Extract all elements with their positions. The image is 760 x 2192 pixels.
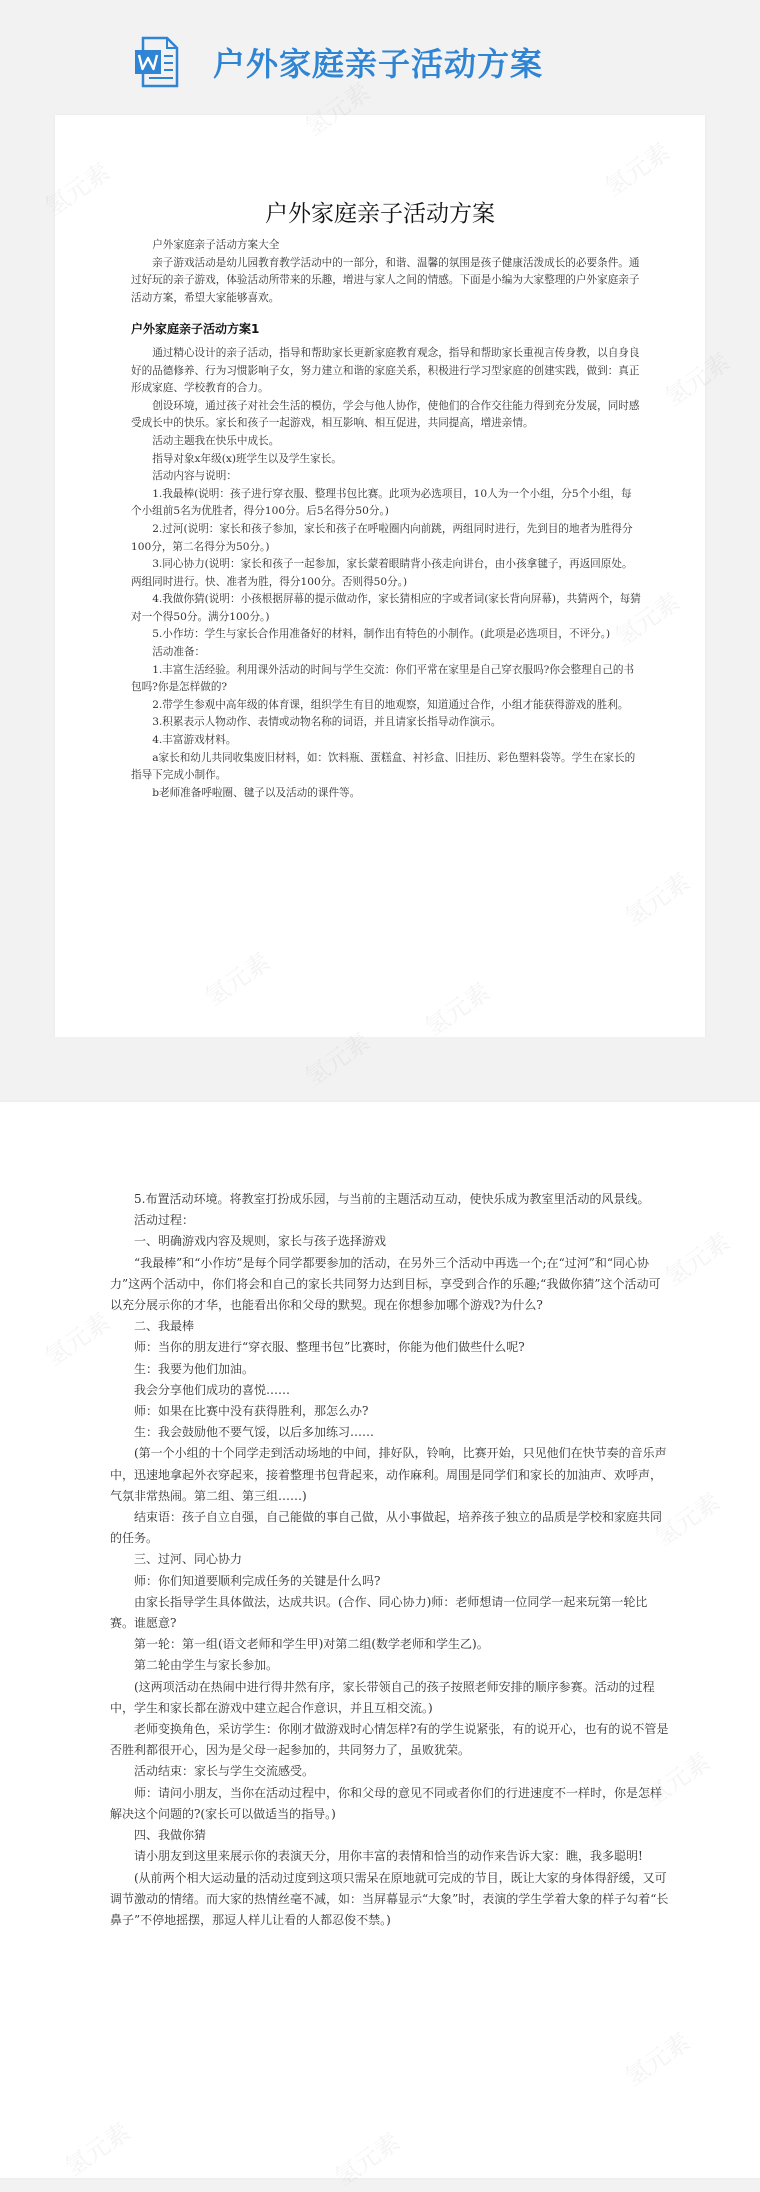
paragraph: 请小朋友到这里来展示你的表演天分，用你丰富的表情和恰当的动作来告诉大家：瞧，我多聪明! <box>134 1849 643 1864</box>
paragraph: 2.带学生参观中高年级的体育课，组织学生有目的地观察，知道通过合作，小组才能获得游戏的胜利。 <box>152 698 629 711</box>
document-title: 户外家庭亲子活动方案 <box>265 201 495 227</box>
paragraph: 师：当你的朋友进行“穿衣服、整理书包”比赛时，你能为他们做些什么呢? <box>134 1340 525 1355</box>
paragraph: 老师变换角色，采访学生：你刚才做游戏时心情怎样?有的学生说紧张，有的说开心，也有的说不管是否胜利都很开心，因为是父母一起参加的，共同努力了，虽败犹荣。 <box>110 1722 669 1758</box>
paragraph: b老师准备呼啦圈、毽子以及活动的课件等。 <box>152 786 361 799</box>
word-document-icon <box>133 36 179 88</box>
paragraph: 我会分享他们成功的喜悦…… <box>134 1382 291 1397</box>
paragraph: 3.积累表示人物动作、表情或动物名称的词语，并且请家长指导动作演示。 <box>152 716 502 729</box>
document-page-2 <box>0 1102 760 2178</box>
paragraph: (这两项活动在热闹中进行得井然有序，家长带领自己的孩子按照老师安排的顺序参赛。活动的过程中，学生和家长都在游戏中建立起合作意识，并且互相交流。) <box>110 1679 655 1715</box>
paragraph: 二、我最棒 <box>134 1319 195 1334</box>
paragraph: 指导对象x年级(x)班学生以及学生家长。 <box>152 452 342 465</box>
header-banner <box>0 0 760 115</box>
paragraph: 5.布置活动环境。将教室打扮成乐园，与当前的主题活动互动，使快乐成为教室里活动的风景线。 <box>134 1192 650 1206</box>
paragraph: 4.我做你猜(说明：小孩根据屏幕的提示做动作，家长猜相应的字或者词(家长背向屏幕)，共猜两个，每猜对一个得50分。满分100分。) <box>131 593 641 623</box>
paragraph: 1.我最棒(说明：孩子进行穿衣服、整理书包比赛。此项为必选项目，10人为一个小组，分5个小组，每个小组前5名为优胜者，得分100分。后5名得分50分。) <box>131 487 632 518</box>
paragraph: 亲子游戏活动是幼儿园教育教学活动中的一部分，和谐、温馨的氛围是孩子健康活泼成长的必要条件。通过好玩的亲子游戏，体验活动所带来的乐趣，增进与家人之间的情感。下面是小编为大家整理的户外家庭亲子活动方案，希望大家能够喜欢。 <box>131 256 640 304</box>
paragraph: “我最棒”和“小作坊”是每个同学都要参加的活动，在另外三个活动中再选一个;在“过河”和“同心协力”这两个活动中，你们将会和自己的家长共同努力达到目标，享受到合作的乐趣;“我做你猜”这个活动可以充分展示你的才华，也能看出你和父母的默契。现在你想参加哪个游戏?为什么? <box>110 1255 661 1313</box>
paragraph: 户外家庭亲子活动方案大全 <box>152 239 280 251</box>
paragraph: (从前两个相大运动量的活动过度到这项只需呆在原地就可完成的节目，既让大家的身体得舒缓，又可调节激动的情绪。而大家的热情丝毫不减，如：当屏幕显示“大象”时，表演的学生学着大象的样子勾着“长鼻子”不停地摇摆，那逗人样儿让看的人都忍俊不禁。) <box>110 1870 669 1927</box>
page-1-body <box>131 237 641 802</box>
paragraph: 活动准备： <box>152 646 206 659</box>
paragraph: 三、过河、同心协力 <box>134 1552 243 1567</box>
paragraph: 1.丰富生活经验。利用课外活动的时间与学生交流：你们平常在家里是自己穿衣服吗?你会整理自己的书包吗?你是怎样做的? <box>131 663 635 694</box>
paragraph: 3.同心协力(说明：家长和孩子一起参加，家长蒙着眼睛背小孩走向讲台，由小孩拿毽子，再返回原处。两组同时进行。快、准者为胜，得分100分。否则得50分。) <box>131 558 633 588</box>
paragraph: 生：我要为他们加油。 <box>134 1361 255 1376</box>
banner-title: 户外家庭亲子活动方案 <box>213 45 544 83</box>
paragraph: 结束语：孩子自立自强，自己能做的事自己做，从小事做起，培养孩子独立的品质是学校和家庭共同的任务。 <box>110 1510 663 1546</box>
paragraph: 由家长指导学生具体做法，达成共识。(合作、同心协力)师：老师想请一位同学一起来玩第一轮比赛。谁愿意? <box>110 1594 648 1631</box>
paragraph: 师：你们知道要顺利完成任务的关键是什么吗? <box>134 1573 381 1588</box>
paragraph: 师：请问小朋友，当你在活动过程中，你和父母的意见不同或者你们的行进速度不一样时，你是怎样解决这个问题的?(家长可以做适当的指导。) <box>110 1785 663 1821</box>
paragraph: a家长和幼儿共同收集废旧材料，如：饮料瓶、蛋糕盒、衬衫盒、旧挂历、彩色塑料袋等。学生在家长的指导下完成小制作。 <box>131 751 636 782</box>
paragraph: 2.过河(说明：家长和孩子参加，家长和孩子在呼啦圈内向前跳，两组同时进行，先到目的地者为胜得分100分，第二名得分为50分。) <box>131 522 633 553</box>
paragraph: 师：如果在比赛中没有获得胜利，那怎么办? <box>134 1404 369 1419</box>
paragraph: 通过精心设计的亲子活动，指导和帮助家长更新家庭教育观念，指导和帮助家长重视言传身教，以自身良好的品德修养、行为习惯影响子女，努力建立和谐的家庭关系，积极进行学习型家庭的创建实践，做到：真正形成家庭、学校教育的合力。 <box>131 346 640 395</box>
page-2-body <box>110 1189 670 1931</box>
paragraph: 4.丰富游戏材料。 <box>152 734 237 747</box>
paragraph: 第二轮由学生与家长参加。 <box>134 1658 279 1673</box>
paragraph: 一、明确游戏内容及规则，家长与孩子选择游戏 <box>134 1234 387 1249</box>
paragraph: 活动结束：家长与学生交流感受。 <box>134 1764 315 1779</box>
paragraph: 活动内容与说明： <box>152 470 237 483</box>
paragraph: (第一个小组的十个同学走到活动场地的中间，排好队，铃响，比赛开始，只见他们在快节奏的音乐声中，迅速地拿起外衣穿起来，接着整理书包背起来，动作麻利。周围是同学们和家长的加油声、欢呼声，气氛非常热闹。第二组、第三组……) <box>110 1446 667 1503</box>
paragraph: 5.小作坊：学生与家长合作用准备好的材料，制作出有特色的小制作。(此项是必选项目，不评分。) <box>152 628 611 641</box>
paragraph: 创设环境，通过孩子对社会生活的模仿，学会与他人协作，使他们的合作交往能力得到充分发展，同时感受成长中的快乐。家长和孩子一起游戏，相互影响、相互促进，共同提高，增进亲情。 <box>131 399 640 430</box>
paragraph: 活动主题我在快乐中成长。 <box>152 434 280 447</box>
paragraph: 活动过程： <box>134 1213 195 1228</box>
page-gap <box>0 1037 760 1102</box>
paragraph: 四、我做你猜 <box>134 1828 207 1843</box>
paragraph: 生：我会鼓励他不要气馁，以后多加练习…… <box>134 1425 375 1440</box>
document-page-1 <box>55 115 705 1037</box>
paragraph: 第一轮：第一组(语文老师和学生甲)对第二组(数学老师和学生乙)。 <box>134 1637 489 1652</box>
section-heading: 户外家庭亲子活动方案1 <box>131 322 260 337</box>
